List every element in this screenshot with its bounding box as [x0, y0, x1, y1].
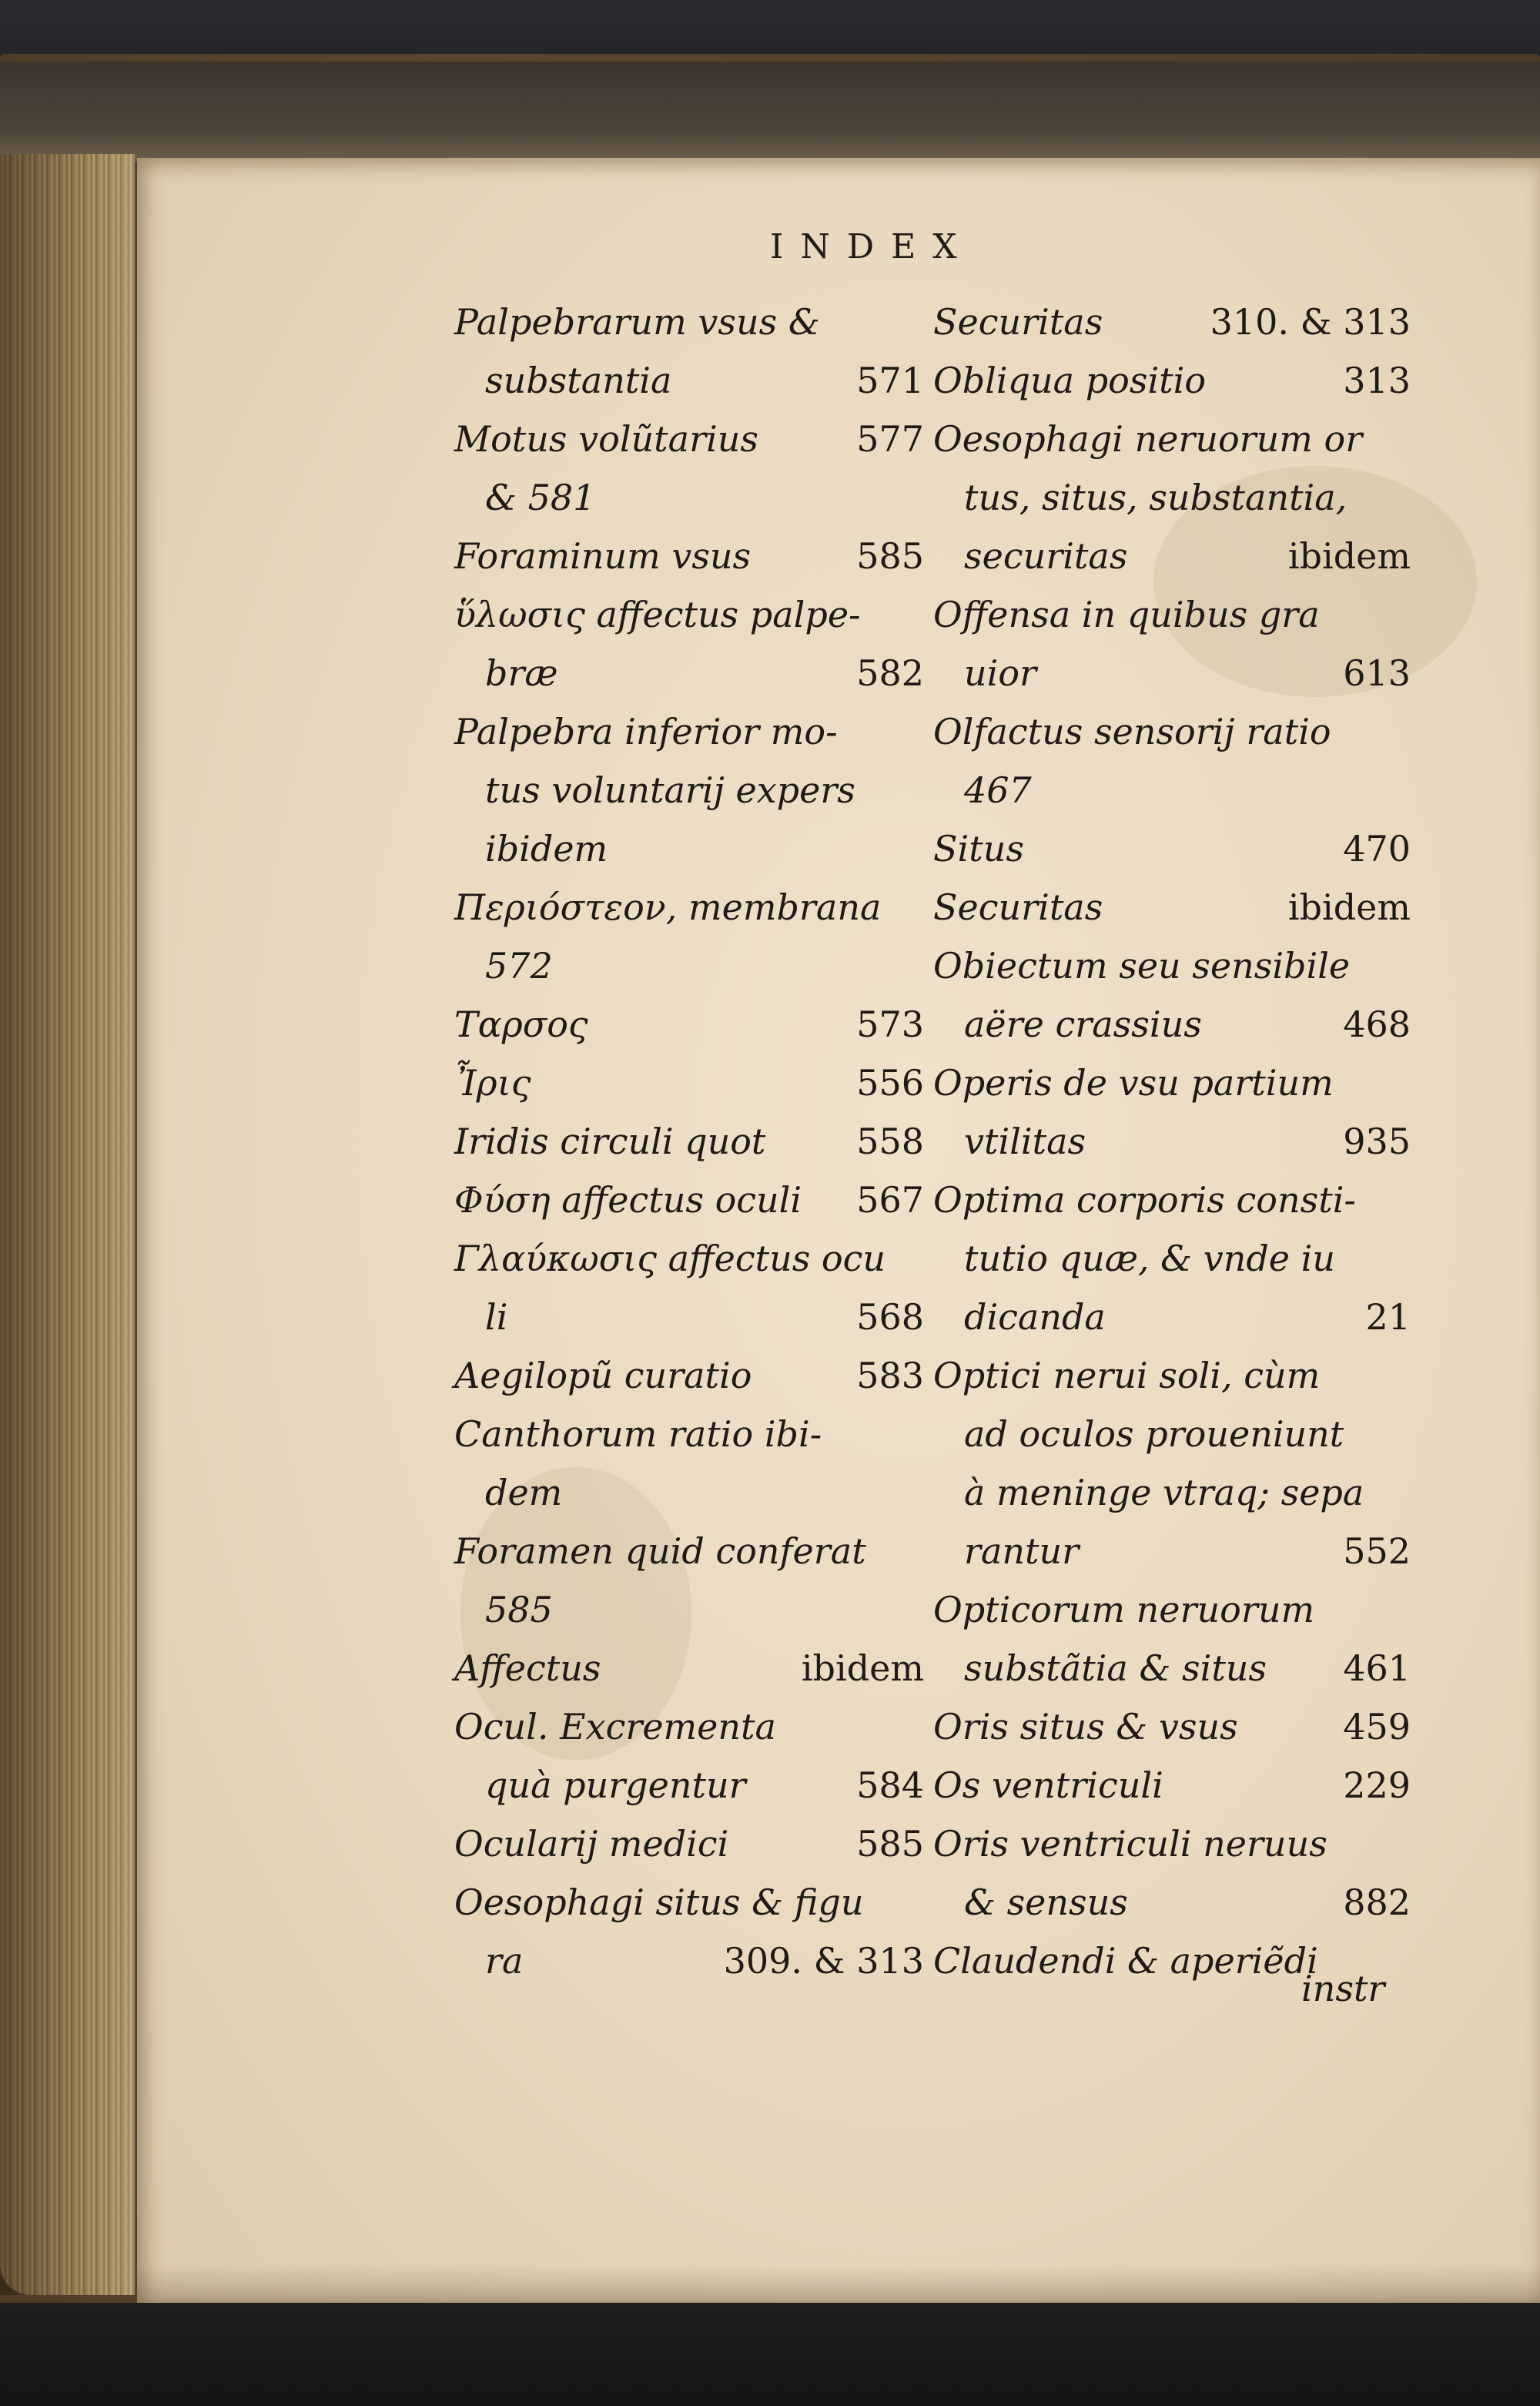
page-block-shade	[0, 154, 135, 2295]
index-entry-page: ibidem	[1287, 886, 1411, 928]
index-entry-page: 558	[856, 1121, 924, 1162]
index-entry	[454, 468, 924, 527]
index-entry-text: Obiectum seu sensibile	[933, 945, 1351, 987]
index-entry	[933, 1112, 1411, 1171]
index-entry-text: Γλαύκωσις affectus ocu	[454, 1238, 886, 1279]
index-entry-text: tus, situs, substantia,	[964, 477, 1348, 518]
index-entry	[933, 1229, 1411, 1288]
index-entry-text: quà purgentur	[485, 1764, 746, 1806]
index-entry	[454, 1873, 924, 1932]
index-entry-page: 310. & 313	[1210, 301, 1411, 343]
index-entry-text: bræ	[485, 652, 558, 694]
index-entry-text: ad oculos proueniunt	[964, 1413, 1344, 1455]
index-entry-text: Optima corporis consti-	[933, 1179, 1356, 1221]
index-entry-page: 568	[856, 1296, 924, 1338]
index-entry	[454, 1112, 924, 1171]
index-entry-text: Ἶρις	[454, 1062, 531, 1104]
index-entry-text: Περιόστεον, membrana	[454, 886, 882, 928]
index-entry-text: Securitas	[933, 886, 1103, 928]
index-entry-text: Operis de vsu partium	[933, 1062, 1334, 1104]
index-entry-text: Canthorum ratio ibi-	[454, 1413, 822, 1455]
index-entry-text: Olfactus sensorij ratio	[933, 711, 1331, 752]
index-entry-text: aëre crassius	[964, 1004, 1202, 1045]
index-entry	[933, 1054, 1411, 1112]
index-entry-text: 467	[964, 769, 1032, 811]
index-entry	[454, 1815, 924, 1873]
index-entry	[454, 1405, 924, 1463]
index-entry-page: 461	[1343, 1647, 1411, 1689]
index-entry	[933, 819, 1411, 878]
index-entry-text: Situs	[933, 828, 1024, 870]
index-entry	[933, 1580, 1411, 1639]
index-entry	[933, 527, 1411, 585]
index-entry	[933, 351, 1411, 410]
index-entry-page: ibidem	[801, 1647, 924, 1689]
index-entry-text: Optici nerui soli, cùm	[933, 1355, 1321, 1396]
index-entry-text: ὕλωσις affectus palpe-	[454, 594, 861, 635]
index-entry	[933, 1639, 1411, 1697]
index-entry-text: tutio quæ, & vnde iu	[964, 1238, 1335, 1279]
index-entry	[933, 1463, 1411, 1522]
index-entry	[933, 995, 1411, 1054]
index-entry-text: à meninge vtraq; sepa	[964, 1472, 1364, 1513]
index-entry	[454, 1522, 924, 1580]
index-entry	[454, 1756, 924, 1815]
index-entry-text: ibidem	[485, 828, 608, 870]
index-entry-page: 585	[856, 535, 924, 577]
index-entry-page: 567	[856, 1179, 924, 1221]
index-entry	[454, 878, 924, 937]
index-entry	[933, 468, 1411, 527]
index-entry	[933, 702, 1411, 761]
index-entry-text: Aegilopũ curatio	[454, 1355, 752, 1396]
index-entry-text: Ocularij medici	[454, 1823, 729, 1865]
index-entry	[933, 1288, 1411, 1346]
index-entry-text: dem	[485, 1472, 563, 1513]
index-entry	[454, 1932, 924, 1990]
index-entry-page: 613	[1343, 652, 1411, 694]
index-entry-text: & sensus	[964, 1882, 1128, 1923]
index-entry-page: 470	[1343, 828, 1411, 870]
index-entry	[454, 702, 924, 761]
index-entry-text: dicanda	[964, 1296, 1106, 1338]
index-entry-page: 309. & 313	[723, 1940, 924, 1982]
index-entry-text: Ocul. Excrementa	[454, 1706, 776, 1748]
catchword: instr	[1301, 1968, 1385, 2009]
index-entry-page: 585	[856, 1823, 924, 1865]
index-entry	[933, 761, 1411, 819]
index-entry-text: Palpebra inferior mo-	[454, 711, 838, 752]
index-entry-page: 882	[1343, 1882, 1411, 1923]
index-entry	[454, 1463, 924, 1522]
index-entry	[454, 1639, 924, 1697]
index-entry-page: 583	[856, 1355, 924, 1396]
running-head: INDEX	[770, 227, 974, 266]
index-entry-page: 577	[856, 418, 924, 460]
index-entry-text: 572	[485, 945, 553, 987]
index-entry-text: Oris ventriculi neruus	[933, 1823, 1327, 1865]
index-entry	[454, 937, 924, 995]
index-column-right	[933, 293, 1411, 1990]
index-entry	[933, 878, 1411, 937]
index-entry-text: ra	[485, 1940, 524, 1982]
index-column-left	[454, 293, 924, 1990]
index-entry-text: Motus volũtarius	[454, 418, 758, 460]
index-entry-text: Palpebrarum vsus &	[454, 301, 820, 343]
index-entry-text: Foraminum vsus	[454, 535, 752, 577]
index-entry-text: substantia	[485, 360, 672, 401]
index-entry-text: Offensa in quibus gra	[933, 594, 1320, 635]
index-entry-text: 585	[485, 1589, 553, 1630]
index-entry-text: uior	[964, 652, 1037, 694]
index-entry-text: Iridis circuli quot	[454, 1121, 766, 1162]
index-entry-text: Oesophagi situs & figu	[454, 1882, 864, 1923]
index-entry	[454, 995, 924, 1054]
index-entry-text: Oris situs & vsus	[933, 1706, 1238, 1748]
index-entry-text: Obliqua positio	[933, 360, 1207, 401]
index-entry	[933, 1405, 1411, 1463]
index-entry	[933, 1697, 1411, 1756]
index-entry-page: 935	[1343, 1121, 1411, 1162]
index-entry	[933, 1815, 1411, 1873]
index-entry	[933, 1171, 1411, 1229]
index-entry	[454, 1288, 924, 1346]
index-entry	[454, 819, 924, 878]
index-entry	[454, 527, 924, 585]
index-entry	[454, 585, 924, 644]
index-entry-page: 229	[1343, 1764, 1411, 1806]
index-entry-text: & 581	[485, 477, 596, 518]
index-entry	[454, 761, 924, 819]
index-entry	[454, 1171, 924, 1229]
index-entry	[933, 1873, 1411, 1932]
index-entry	[933, 410, 1411, 468]
index-entry-page: ibidem	[1287, 535, 1411, 577]
index-entry-page: 573	[856, 1004, 924, 1045]
index-entry-page: 571	[856, 360, 924, 401]
index-entry-text: Securitas	[933, 301, 1103, 343]
cover-top-edge	[0, 62, 1540, 162]
index-entry	[933, 937, 1411, 995]
index-entry	[454, 1580, 924, 1639]
index-entry-page: 468	[1343, 1004, 1411, 1045]
index-entry-text: Affectus	[454, 1647, 601, 1689]
index-entry	[454, 293, 924, 351]
index-entry	[454, 1346, 924, 1405]
index-entry-page: 584	[856, 1764, 924, 1806]
index-entry	[454, 1054, 924, 1112]
index-entry	[933, 1522, 1411, 1580]
index-entry	[933, 293, 1411, 351]
index-entry-page: 552	[1343, 1530, 1411, 1572]
index-entry	[933, 644, 1411, 702]
index-entry-page: 582	[856, 652, 924, 694]
index-entry-text: Os ventriculi	[933, 1764, 1163, 1806]
index-entry-text: substãtia & situs	[964, 1647, 1267, 1689]
index-entry	[454, 1697, 924, 1756]
index-entry-text: Φύση affectus oculi	[454, 1179, 802, 1221]
index-entry	[933, 585, 1411, 644]
index-entry-text: vtilitas	[964, 1121, 1086, 1162]
index-entry-text: li	[485, 1296, 508, 1338]
index-entry	[454, 644, 924, 702]
index-entry-page: 313	[1343, 360, 1411, 401]
index-entry	[933, 1346, 1411, 1405]
index-entry	[454, 351, 924, 410]
index-entry-text: Opticorum neruorum	[933, 1589, 1315, 1630]
index-entry-text: tus voluntarij expers	[485, 769, 855, 811]
index-entry-page: 21	[1365, 1296, 1411, 1338]
index-entry-text: Ταρσος	[454, 1004, 588, 1045]
index-entry	[454, 410, 924, 468]
index-entry-text: Oesophagi neruorum or	[933, 418, 1363, 460]
index-entry	[933, 1756, 1411, 1815]
index-entry-text: securitas	[964, 535, 1128, 577]
index-entry-page: 556	[856, 1062, 924, 1104]
index-entry-text: Foramen quid conferat	[454, 1530, 866, 1572]
index-entry-page: 459	[1343, 1706, 1411, 1748]
index-entry-text: rantur	[964, 1530, 1080, 1572]
index-entry	[454, 1229, 924, 1288]
background-cloth-bottom	[0, 2303, 1540, 2406]
index-entry-text: Claudendi & aperiẽdi	[933, 1940, 1318, 1982]
